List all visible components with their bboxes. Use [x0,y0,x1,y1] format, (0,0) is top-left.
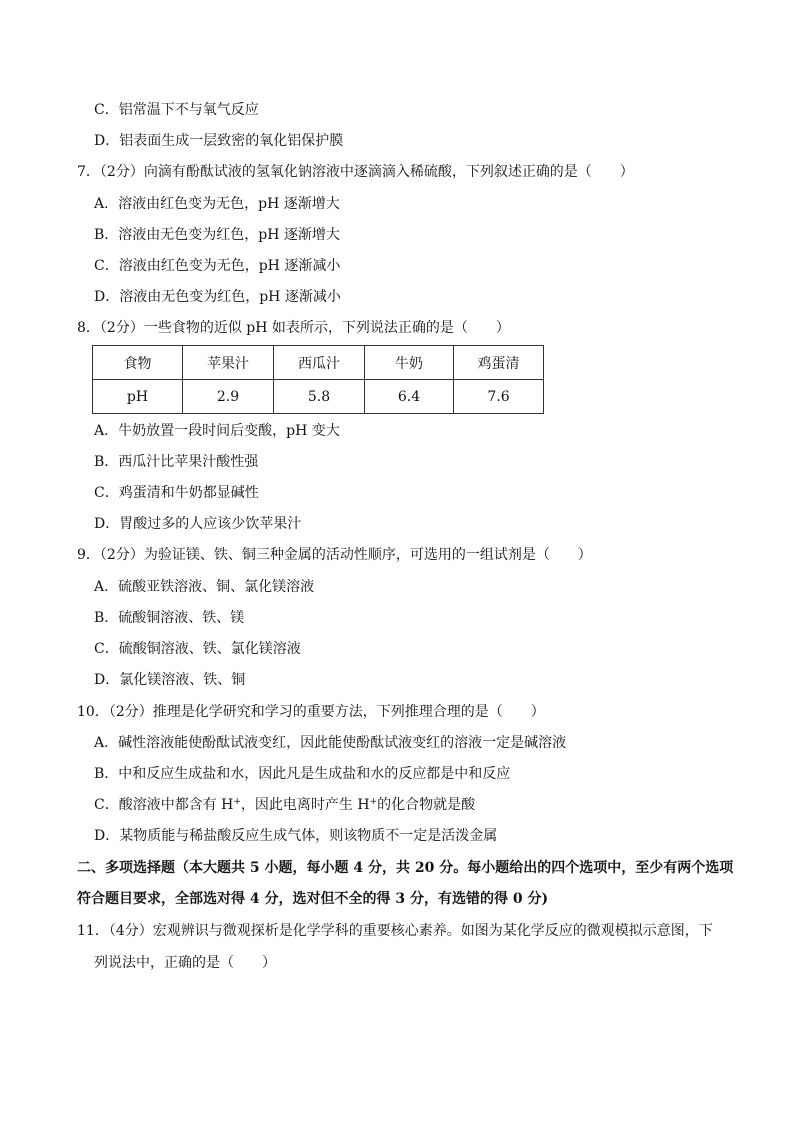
q7-option-b: B．溶液由无色变为红色，pH 逐渐增大 [94,227,340,243]
q10-option-c-text: 的化合物就是酸 [377,797,476,813]
section-heading-cont: 符合题目要求，全部选对得 4 分，选对但不全的得 3 分，有选错的得 0 分) [77,891,549,907]
table-cell: 西瓜汁 [274,346,365,380]
table-cell: 7.6 [454,380,544,414]
q6-option-c: C．铝常温下不与氧气反应 [94,102,259,118]
q9-option-a: A．硫酸亚铁溶液、铜、氯化镁溶液 [94,579,315,595]
q6-option-d: D．铝表面生成一层致密的氧化铝保护膜 [94,133,344,149]
q11-stem-cont: 列说法中，正确的是（ ） [94,955,276,971]
q7-option-c: C．溶液由红色变为无色，pH 逐渐减小 [94,258,341,274]
q10-option-b: B．中和反应生成盐和水，因此凡是生成盐和水的反应都是中和反应 [94,766,511,782]
superscript-plus: + [369,797,378,807]
table-header-row [93,346,544,380]
q10-option-a: A．碱性溶液能使酚酞试液变红，因此能使酚酞试液变红的溶液一定是碱溶液 [94,735,567,751]
table-cell: 鸡蛋清 [454,346,544,380]
q10-stem: 10．（2分）推理是化学研究和学习的重要方法，下列推理合理的是（ ） [77,704,545,720]
food-ph-table [92,345,544,414]
q9-option-d: D．氯化镁溶液、铁、铜 [94,672,246,688]
q8-stem: 8．（2分）一些食物的近似 pH 如表所示，下列说法正确的是（ ） [77,320,510,336]
table-cell: 牛奶 [365,346,454,380]
q11-stem: 11．（4分）宏观辨识与微观探析是化学学科的重要核心素养。如图为某化学反应的微观模拟示意图，下 [77,923,713,939]
q9-stem: 9．（2分）为验证镁、铁、铜三种金属的活动性顺序，可选用的一组试剂是（ ） [77,547,592,563]
table-cell: 5.8 [274,380,365,414]
section-heading: 二、多项选择题（本大题共 5 小题，每小题 4 分，共 20 分。每小题给出的四个选项中，至少有两个选项 [77,860,734,876]
table-cell: 6.4 [365,380,454,414]
q7-option-a: A．溶液由红色变为无色，pH 逐渐增大 [94,196,340,212]
q8-option-b: B．西瓜汁比苹果汁酸性强 [94,454,259,470]
q10-option-d: D．某物质能与稀盐酸反应生成气体，则该物质不一定是活泼金属 [94,828,498,844]
superscript-plus: + [233,797,241,807]
q9-option-b: B．硫酸铜溶液、铁、镁 [94,610,245,626]
q10-option-c-text: C．酸溶液中都含有 H [94,797,234,813]
q8-option-a: A．牛奶放置一段时间后变酸，pH 变大 [94,423,340,439]
q7-stem: 7．（2分）向滴有酚酞试液的氢氧化钠溶液中逐滴滴入稀硫酸，下列叙述正确的是（ ） [77,164,634,180]
table-cell: 2.9 [183,380,274,414]
q7-option-d: D．溶液由无色变为红色，pH 逐渐减小 [94,289,341,305]
table-cell: pH [93,380,183,414]
q8-option-d: D．胃酸过多的人应该少饮苹果汁 [94,516,302,532]
q8-option-c: C．鸡蛋清和牛奶都显碱性 [94,485,259,501]
q10-option-c-text: ，因此电离时产生 H [240,797,370,813]
table-row [93,380,544,414]
table-cell: 食物 [93,346,183,380]
q10-option-c [94,795,475,815]
q9-option-c: C．硫酸铜溶液、铁、氯化镁溶液 [94,641,301,657]
table-cell: 苹果汁 [183,346,274,380]
